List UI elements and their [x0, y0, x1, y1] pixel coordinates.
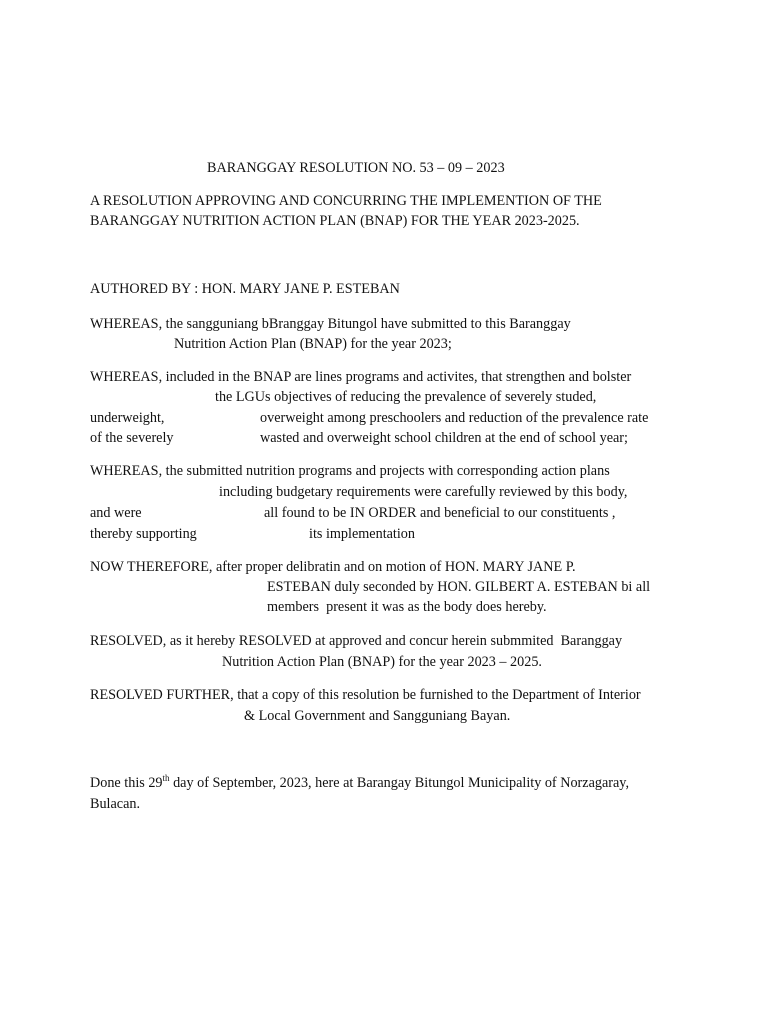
closing-prefix: Done this 29	[90, 775, 163, 791]
paragraph-line: WHEREAS, included in the BNAP are lines programs and activites, that strengthen and bolster	[90, 369, 632, 385]
paragraph-line: the LGUs objectives of reducing the prevalence of severely studed,	[215, 389, 597, 405]
resolution-title: BARANGGAY RESOLUTION NO. 53 – 09 – 2023	[207, 160, 505, 176]
paragraph-line: and were	[90, 505, 142, 521]
paragraph-line: RESOLVED FURTHER, that a copy of this resolution be furnished to the Department of Interior	[90, 687, 641, 703]
paragraph-line: ESTEBAN duly seconded by HON. GILBERT A. ESTEBAN bi all	[267, 579, 651, 595]
paragraph-line: its implementation	[309, 526, 415, 542]
paragraph-line: & Local Government and Sangguniang Bayan.	[244, 708, 511, 724]
paragraph-line: members present it was as the body does hereby.	[267, 599, 547, 615]
paragraph-line: Nutrition Action Plan (BNAP) for the year 2023;	[174, 336, 452, 352]
resolution-subject-line-2: BARANGGAY NUTRITION ACTION PLAN (BNAP) FOR THE YEAR 2023-2025.	[90, 213, 580, 229]
paragraph-line: Nutrition Action Plan (BNAP) for the year 2023 – 2025.	[222, 654, 542, 670]
paragraph-line: wasted and overweight school children at the end of school year;	[260, 430, 628, 446]
paragraph-line: of the severely	[90, 430, 174, 446]
paragraph-line: NOW THEREFORE, after proper delibratin and on motion of HON. MARY JANE P.	[90, 559, 576, 575]
resolution-subject-line-1: A RESOLUTION APPROVING AND CONCURRING THE IMPLEMENTION OF THE	[90, 193, 602, 209]
paragraph-line: WHEREAS, the submitted nutrition programs and projects with corresponding action plans	[90, 463, 610, 479]
paragraph-line: including budgetary requirements were carefully reviewed by this body,	[219, 484, 628, 500]
closing-line-2: Bulacan.	[90, 796, 141, 812]
closing-superscript: th	[162, 773, 170, 783]
paragraph-line: overweight among preschoolers and reduction of the prevalence rate	[260, 410, 649, 426]
paragraph-line: RESOLVED, as it hereby RESOLVED at approved and concur herein submmited Baranggay	[90, 633, 623, 649]
closing-line-1	[90, 773, 629, 793]
paragraph-line: WHEREAS, the sangguniang bBranggay Bitungol have submitted to this Baranggay	[90, 316, 571, 332]
paragraph-line: all found to be IN ORDER and beneficial to our constituents ,	[264, 505, 616, 521]
paragraph-line: thereby supporting	[90, 526, 197, 542]
author-line: AUTHORED BY : HON. MARY JANE P. ESTEBAN	[90, 281, 400, 297]
paragraph-line: underweight,	[90, 410, 165, 426]
closing-suffix: day of September, 2023, here at Barangay Bitungol Municipality of Norzagaray,	[169, 775, 629, 791]
